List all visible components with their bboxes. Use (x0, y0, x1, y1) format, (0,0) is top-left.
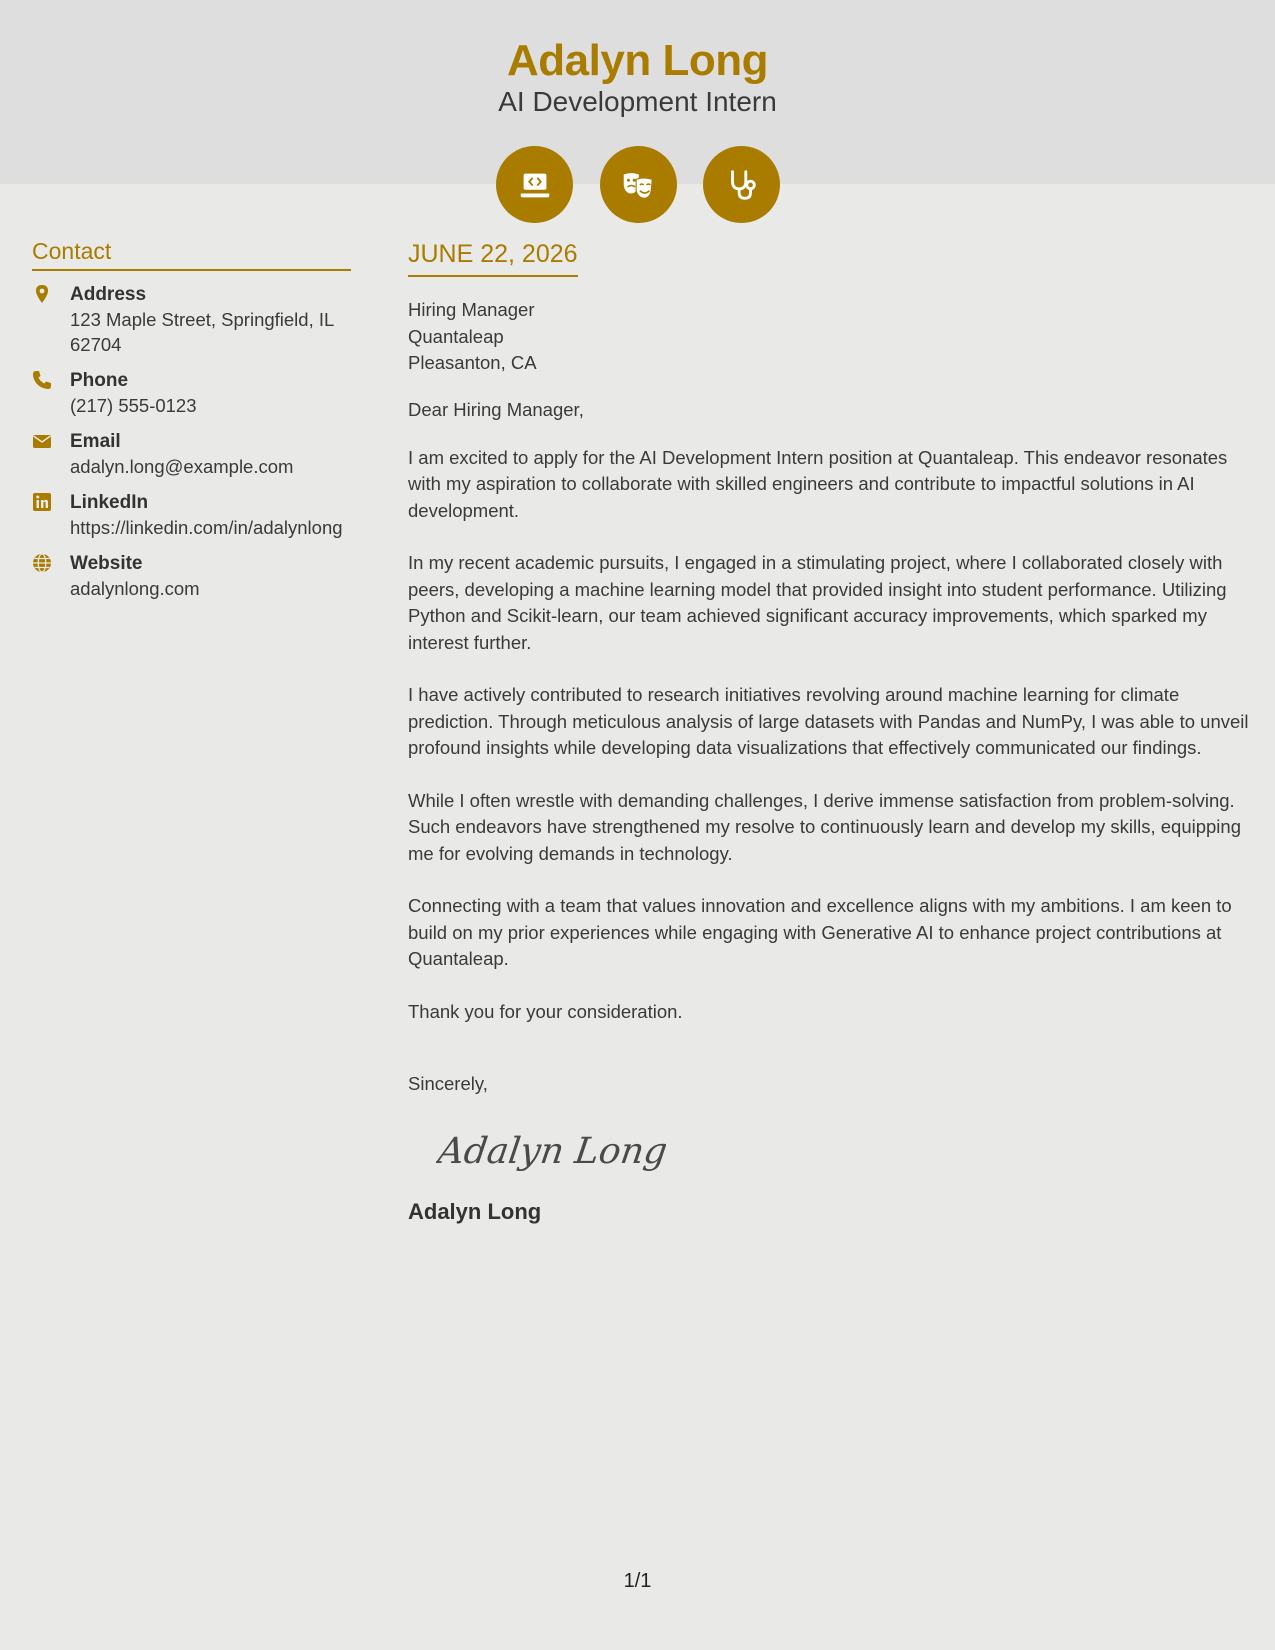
page-number: 1/1 (623, 1570, 652, 1592)
theater-masks-icon (600, 146, 677, 223)
salutation: Dear Hiring Manager, (408, 398, 584, 420)
letter-paragraphs (408, 445, 1250, 1026)
contact-website (32, 552, 351, 601)
website-value[interactable]: adalynlong.com (70, 578, 200, 599)
linkedin-value[interactable]: https://linkedin.com/in/adalynlong (70, 517, 343, 538)
address-label: Address (70, 284, 147, 305)
linkedin-label: LinkedIn (70, 492, 149, 513)
map-pin-icon (32, 284, 54, 306)
letter-body (408, 240, 1250, 1225)
linkedin-icon (32, 492, 54, 514)
contact-sidebar (32, 238, 351, 613)
globe-icon (32, 553, 54, 575)
contact-heading: Contact (32, 238, 351, 271)
recipient-name: Hiring Manager (408, 299, 535, 320)
website-label: Website (70, 553, 143, 574)
phone-value: (217) 555-0123 (70, 395, 197, 416)
interest-icons (496, 146, 780, 223)
applicant-name: Adalyn Long (507, 36, 768, 85)
laptop-code-icon (496, 146, 573, 223)
paragraph: Connecting with a team that values innovation and excellence aligns with my ambitions. I am keen to build on my prior experiences while engaging with Generative AI to enhance project contributions at Quantaleap. (408, 895, 1232, 969)
recipient-location: Pleasanton, CA (408, 352, 537, 373)
contact-phone (32, 369, 351, 418)
phone-icon (32, 370, 54, 392)
paragraph: I have actively contributed to research initiatives revolving around machine learning for climate prediction. Through meticulous analysis of large datasets with Pandas and NumPy, I was able to unveil profound insights while developing data visualizations that effectively communicated our findings. (408, 684, 1249, 758)
recipient-company: Quantaleap (408, 325, 504, 347)
signature-image (436, 1125, 1250, 1173)
phone-label: Phone (70, 370, 129, 391)
address-value: 123 Maple Street, Springfield, IL 62704 (70, 309, 334, 355)
stethoscope-icon (703, 146, 780, 223)
paragraph: I am excited to apply for the AI Development Intern position at Quantaleap. This endeavor resonates with my aspiration to collaborate with skilled engineers and contribute to impactful solutions in AI development. (408, 446, 1228, 521)
email-label: Email (70, 431, 121, 452)
paragraph: In my recent academic pursuits, I engaged in a stimulating project, where I collaborated closely with peers, developing a machine learning model that provided insight into student performance. Utilizing Python and Scikit-learn, our team achieved significant accuracy improvements, which sparked my interest further. (408, 552, 1227, 653)
envelope-icon (32, 431, 54, 453)
job-title: AI Development Intern (498, 86, 777, 117)
signature-text: Adalyn Long (436, 1129, 666, 1172)
letter-date: JUNE 22, 2026 (408, 240, 578, 277)
contact-email (32, 430, 351, 479)
paragraph: Thank you for your consideration. (408, 1000, 683, 1022)
contact-linkedin (32, 491, 351, 540)
printed-name: Adalyn Long (408, 1199, 542, 1224)
closing: Sincerely, (408, 1073, 488, 1094)
paragraph: While I often wrestle with demanding challenges, I derive immense satisfaction from problem-solving. Such endeavors have strengthened my resolve to continuously learn and develop my skills, equipping me for evolving demands in technology. (408, 789, 1241, 864)
contact-address (32, 283, 351, 357)
email-value[interactable]: adalyn.long@example.com (70, 456, 294, 477)
recipient-block (408, 297, 1250, 377)
